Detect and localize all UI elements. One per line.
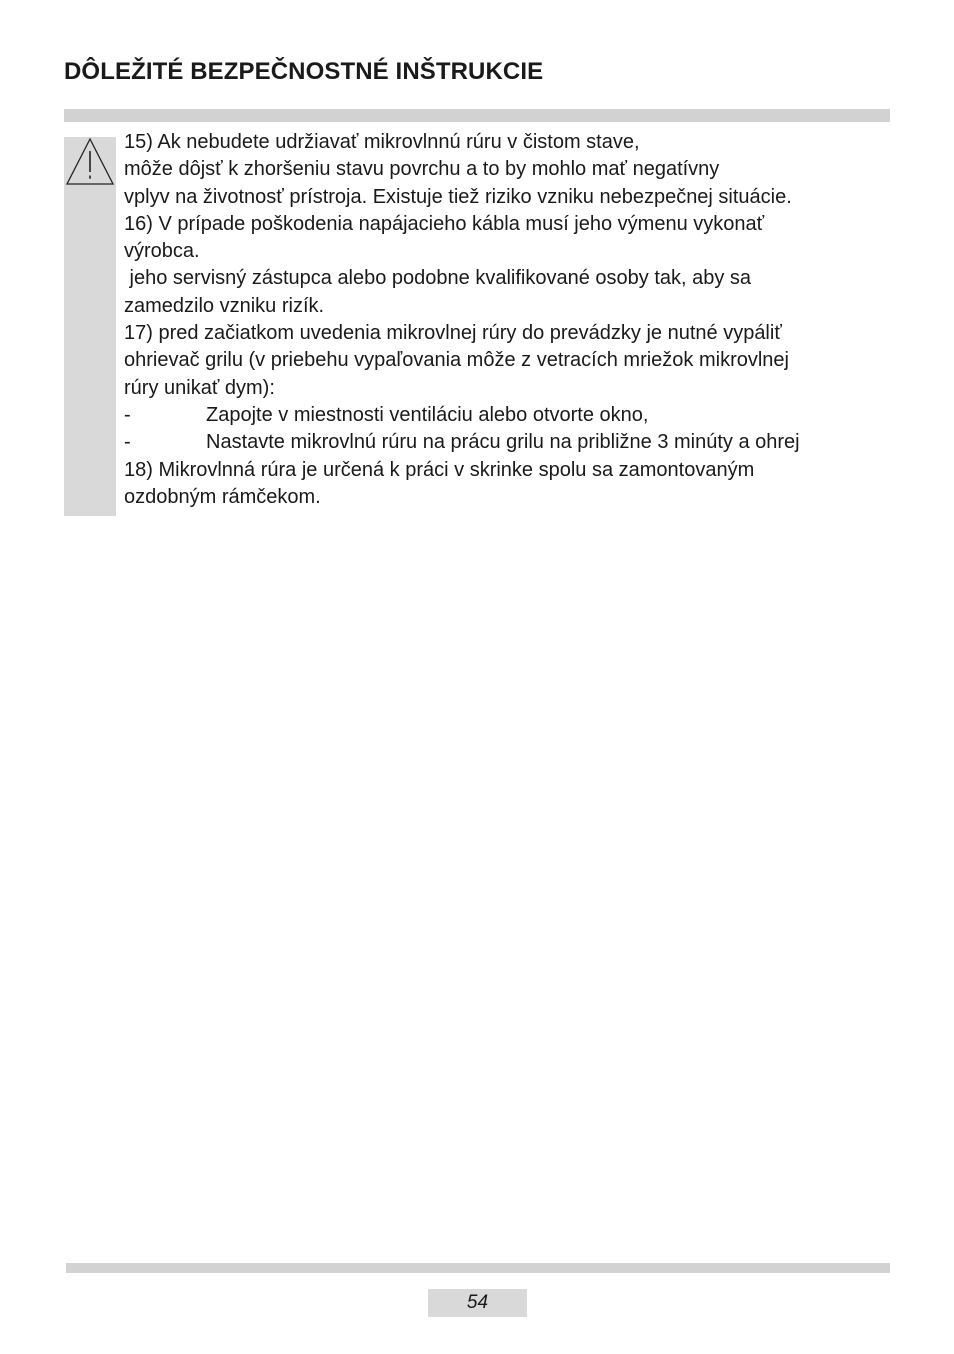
bullet-dash: - bbox=[124, 431, 131, 454]
bullet-text: Zapojte v miestnosti ventiláciu alebo otvorte okno, bbox=[206, 403, 649, 426]
instruction-line: 18) Mikrovlnná rúra je určená k práci v skrinke spolu sa zamontovaným bbox=[124, 458, 755, 481]
page-title: DÔLEŽITÉ BEZPEČNOSTNÉ INŠTRUKCIE bbox=[64, 58, 544, 85]
instruction-line: 16) V prípade poškodenia napájacieho kábla musí jeho výmenu vykonať bbox=[124, 212, 765, 235]
instruction-line: jeho servisný zástupca alebo podobne kvalifikované osoby tak, aby sa bbox=[124, 267, 752, 290]
instruction-line: rúry unikať dym): bbox=[124, 376, 275, 399]
instruction-line: výrobca. bbox=[124, 240, 200, 263]
instruction-line: 15) Ak nebudete udržiavať mikrovlnnú rúru v čistom stave, bbox=[124, 131, 640, 153]
footer-divider bbox=[66, 1263, 890, 1273]
instruction-line: 17) pred začiatkom uvedenia mikrovlnej rúry do prevádzky je nutné vypáliť bbox=[124, 322, 782, 345]
instruction-line: môže dôjsť k zhoršeniu stavu povrchu a to by mohlo mať negatívny bbox=[124, 158, 720, 181]
warning-sidebar bbox=[64, 137, 116, 516]
safety-instructions bbox=[124, 129, 894, 511]
instruction-line: ozdobným rámčekom. bbox=[124, 485, 321, 508]
bullet-item bbox=[124, 429, 894, 456]
header-divider bbox=[64, 109, 890, 122]
bullet-text: Nastavte mikrovlnú rúru na prácu grilu na približne 3 minúty a ohrej bbox=[206, 431, 800, 454]
instruction-line: zamedzilo vzniku rizík. bbox=[124, 294, 325, 317]
warning-triangle-icon bbox=[64, 137, 116, 187]
page-number: 54 bbox=[428, 1289, 527, 1317]
bullet-dash: - bbox=[124, 403, 131, 426]
instruction-line: ohrievač grilu (v priebehu vypaľovania môže z vetracích mriežok mikrovlnej bbox=[124, 349, 789, 372]
instruction-line: vplyv na životnosť prístroja. Existuje tiež riziko vzniku nebezpečnej situácie. bbox=[124, 185, 792, 208]
bullet-item bbox=[124, 402, 894, 429]
